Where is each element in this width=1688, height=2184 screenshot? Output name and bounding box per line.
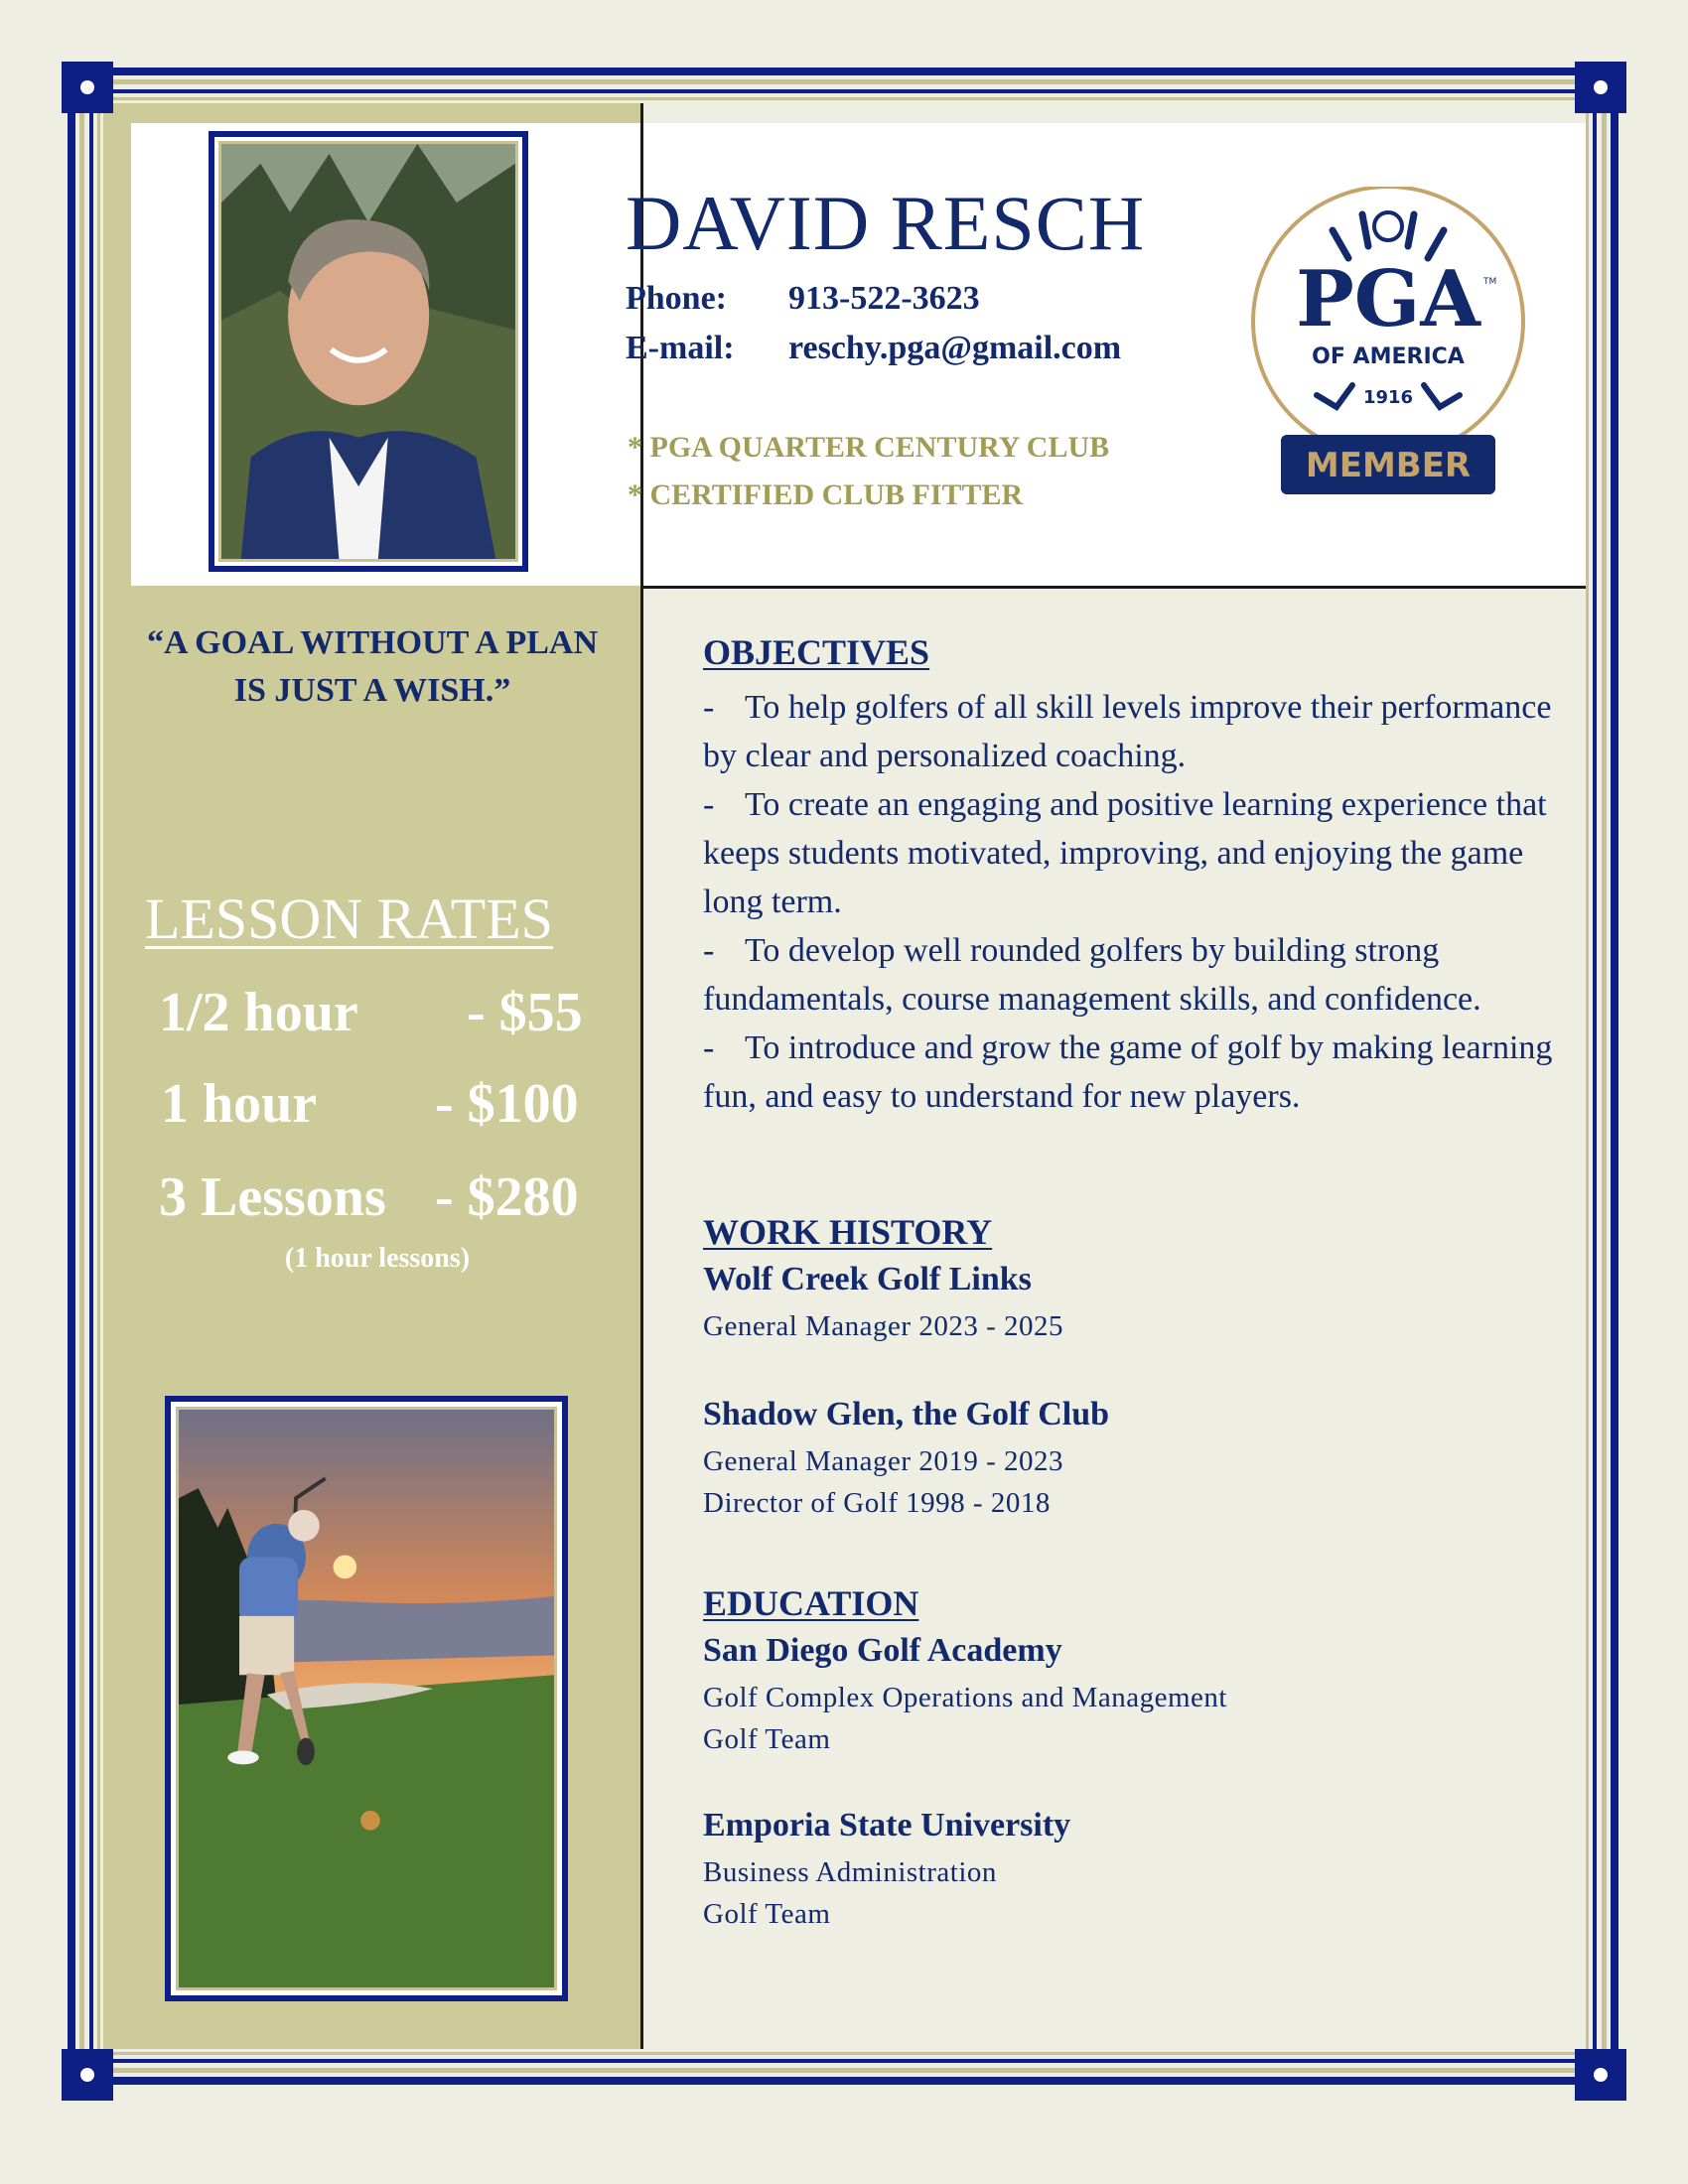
pga-year: 1916 bbox=[1362, 387, 1414, 408]
certification-item: * CERTIFIED CLUB FITTER bbox=[628, 478, 1024, 511]
trademark-mark: TM bbox=[1483, 277, 1497, 287]
corner-ornament-bottom-left bbox=[62, 2049, 113, 2101]
school-detail: Golf Complex Operations and Management bbox=[703, 1682, 1227, 1713]
corner-ornament-bottom-right bbox=[1575, 2049, 1626, 2101]
job-role: General Manager 2023 - 2025 bbox=[703, 1310, 1063, 1342]
member-label: MEMBER bbox=[1305, 446, 1472, 485]
work-history-title: WORK HISTORY bbox=[703, 1212, 993, 1252]
lesson-rates-title: LESSON RATES bbox=[145, 887, 553, 951]
email-address[interactable]: reschy.pga@gmail.com bbox=[788, 330, 1122, 366]
email-label: E-mail: bbox=[626, 330, 735, 366]
objective-item: - To help golfers of all skill levels improve their performance by clear and personalized coaching. bbox=[703, 689, 1552, 774]
person-name: DAVID RESCH bbox=[626, 180, 1146, 266]
rate-note: (1 hour lessons) bbox=[284, 1243, 471, 1274]
school-detail: Golf Team bbox=[703, 1898, 831, 1930]
rate-duration: 1/2 hour bbox=[159, 982, 358, 1043]
certification-item: * PGA QUARTER CENTURY CLUB bbox=[628, 431, 1110, 464]
objectives-title: OBJECTIVES bbox=[703, 632, 930, 672]
pga-logo-text: PGA bbox=[1296, 254, 1480, 344]
rate-price: - $100 bbox=[435, 1073, 579, 1135]
email-row bbox=[626, 330, 1121, 367]
golf-swing-photo bbox=[165, 1396, 568, 2001]
employer-name: Shadow Glen, the Golf Club bbox=[703, 1396, 1110, 1433]
pga-member-badge bbox=[1241, 187, 1539, 504]
pga-sub-text: OF AMERICA bbox=[1312, 344, 1465, 369]
school-detail: Golf Team bbox=[703, 1723, 831, 1755]
motto-quote: “A GOAL WITHOUT A PLAN IS JUST A WISH.” bbox=[146, 624, 599, 709]
phone-number[interactable]: 913-522-3623 bbox=[788, 280, 980, 317]
objective-item: - To introduce and grow the game of golf by making learning fun, and easy to understand for new players. bbox=[703, 1029, 1553, 1115]
education-title: EDUCATION bbox=[703, 1583, 919, 1623]
school-name: Emporia State University bbox=[703, 1807, 1071, 1843]
phone-label: Phone: bbox=[626, 280, 727, 317]
corner-ornament-top-right bbox=[1575, 62, 1626, 113]
employer-name: Wolf Creek Golf Links bbox=[703, 1261, 1032, 1297]
rate-price: - $280 bbox=[435, 1166, 579, 1228]
portrait-photo bbox=[209, 131, 528, 572]
corner-ornament-top-left bbox=[62, 62, 113, 113]
rate-duration: 1 hour bbox=[161, 1073, 318, 1135]
phone-row bbox=[626, 280, 980, 318]
school-name: San Diego Golf Academy bbox=[703, 1632, 1062, 1669]
school-detail: Business Administration bbox=[703, 1856, 997, 1888]
rate-duration: 3 Lessons bbox=[159, 1166, 386, 1228]
job-role: General Manager 2019 - 2023 bbox=[703, 1445, 1063, 1477]
objective-item: - To develop well rounded golfers by building strong fundamentals, course management skills, and confidence. bbox=[703, 932, 1481, 1018]
job-role: Director of Golf 1998 - 2018 bbox=[703, 1487, 1051, 1519]
rate-price: - $55 bbox=[467, 982, 583, 1043]
objectives-list bbox=[703, 683, 1557, 1121]
objective-item: - To create an engaging and positive learning experience that keeps students motivated, improving, and enjoying the game long term. bbox=[703, 786, 1547, 920]
